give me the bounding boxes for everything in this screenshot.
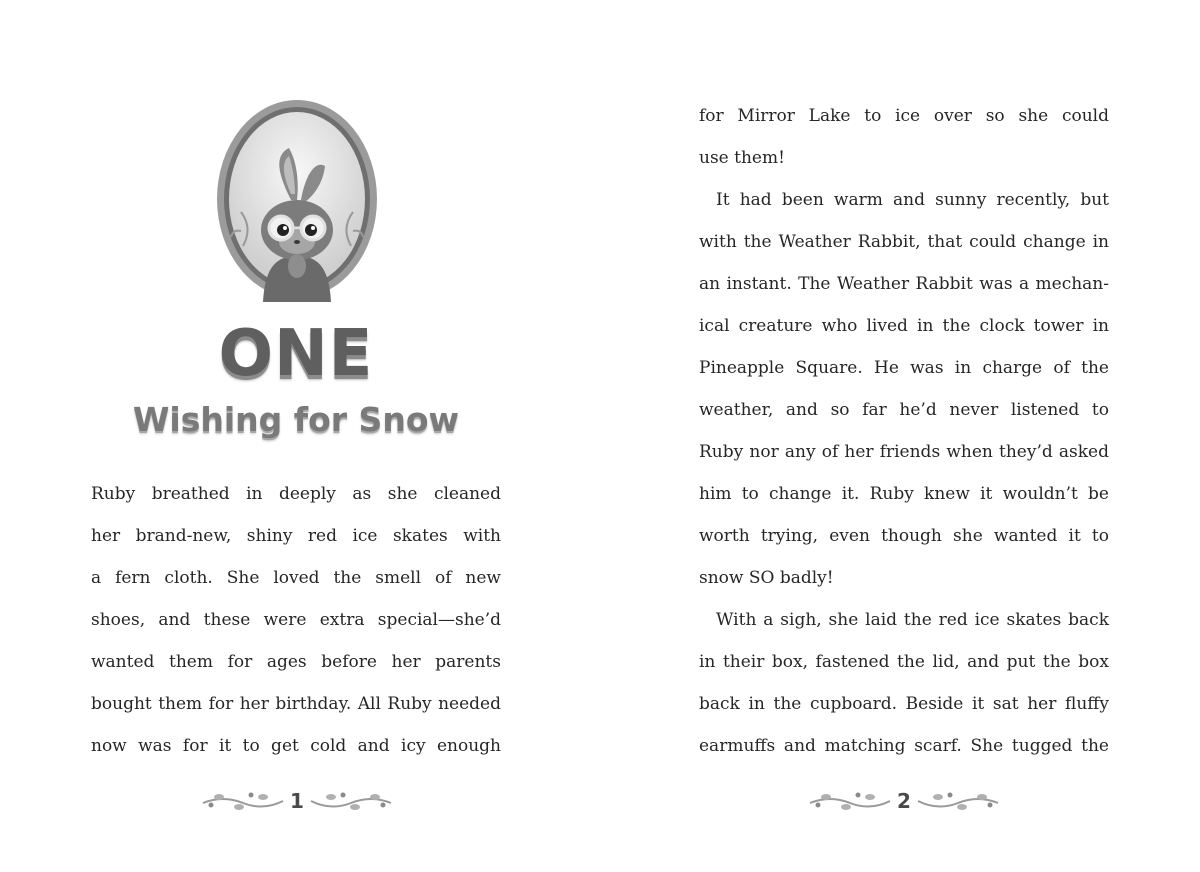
- page-folio: [197, 787, 397, 815]
- right-page: [600, 0, 1200, 872]
- body-line: an instant. The Weather Rabbit was a mechan-: [699, 274, 1109, 294]
- body-line: him to change it. Ruby knew it wouldn’t be: [699, 484, 1109, 504]
- page-number: 2: [897, 789, 911, 813]
- page-folio: [804, 787, 1004, 815]
- body-line: in their box, fastened the lid, and put the box: [699, 652, 1109, 672]
- body-line: earmuffs and matching scarf. She tugged the: [699, 736, 1109, 756]
- page-number: 1: [290, 789, 304, 813]
- chapter-title: Wishing for Snow: [133, 400, 459, 439]
- rabbit-portrait-icon: [213, 96, 381, 302]
- body-line: shoes, and these were extra special—she’d: [91, 610, 501, 630]
- body-line: weather, and so far he’d never listened to: [699, 400, 1109, 420]
- body-line: snow SO badly!: [699, 568, 834, 588]
- body-line: Pineapple Square. He was in charge of the: [699, 358, 1109, 378]
- body-line: wanted them for ages before her parents: [91, 652, 501, 672]
- body-line: It had been warm and sunny recently, but: [699, 190, 1109, 210]
- body-line: use them!: [699, 148, 785, 168]
- body-line: ical creature who lived in the clock tower in: [699, 316, 1109, 336]
- body-line: Ruby nor any of her friends when they’d asked: [699, 442, 1109, 462]
- chapter-number: ONE: [218, 317, 374, 391]
- body-line: now was for it to get cold and icy enough: [91, 736, 501, 756]
- body-line: with the Weather Rabbit, that could change in: [699, 232, 1109, 252]
- body-line: worth trying, even though she wanted it to: [699, 526, 1109, 546]
- body-line: bought them for her birthday. All Ruby needed: [91, 694, 501, 714]
- body-line: her brand-new, shiny red ice skates with: [91, 526, 501, 546]
- body-line: back in the cupboard. Beside it sat her fluffy: [699, 694, 1109, 714]
- body-line: Ruby breathed in deeply as she cleaned: [91, 484, 501, 504]
- body-line: a fern cloth. She loved the smell of new: [91, 568, 501, 588]
- body-line: With a sigh, she laid the red ice skates back: [699, 610, 1109, 630]
- body-line: for Mirror Lake to ice over so she could: [699, 106, 1109, 126]
